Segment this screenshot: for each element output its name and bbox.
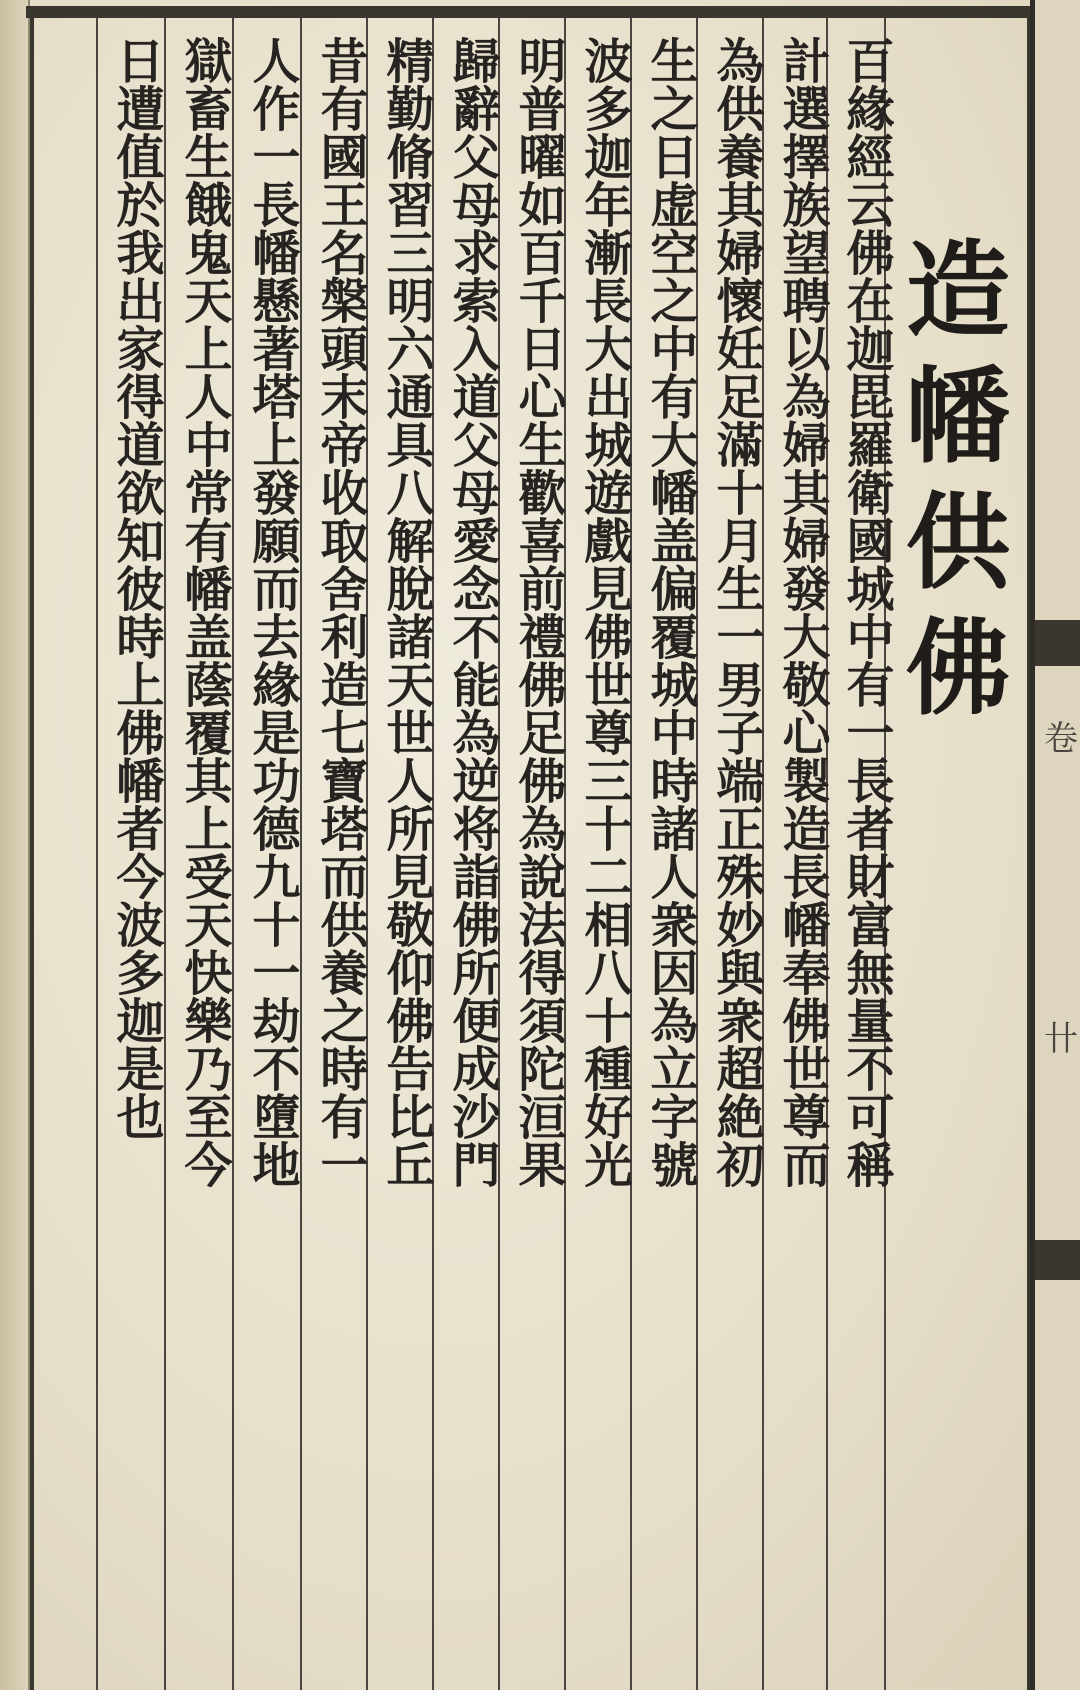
text-column: 精勤脩習三明六通具八解脫諸天世人所見敬仰佛告比丘 bbox=[378, 36, 434, 1188]
fishtail-mark-lower bbox=[1035, 1240, 1080, 1280]
text-column: 為供養其婦懷妊足滿十月生一男子端正殊妙與衆超絶初 bbox=[708, 36, 764, 1188]
column-rule bbox=[232, 18, 234, 1690]
fishtail-mark-upper bbox=[1035, 620, 1080, 666]
frame-left-line bbox=[30, 16, 34, 1690]
column-rule bbox=[96, 18, 98, 1690]
text-column: 生之日虚空之中有大幡盖偏覆城中時諸人衆因為立字號 bbox=[642, 36, 698, 1188]
text-column: 百緣經云佛在迦毘羅衛國城中有一長者財富無量不可稱 bbox=[838, 36, 894, 1188]
banxin-label-upper: 卷 bbox=[1044, 719, 1078, 759]
text-column: 計選擇族望聘以為婦其婦發大敬心製造長幡奉佛世尊而 bbox=[774, 36, 830, 1188]
top-border-rule bbox=[26, 6, 1036, 18]
chapter-title: 造幡供佛 bbox=[888, 235, 1011, 739]
text-column: 日遭值於我出家得道欲知彼時上佛幡者今波多迦是也 bbox=[108, 36, 164, 1140]
center-fold-banxin bbox=[1030, 0, 1080, 1690]
text-column: 獄畜生餓鬼天上人中常有幡盖蔭覆其上受天快樂乃至今 bbox=[176, 36, 232, 1188]
banxin-label-lower: 卄 bbox=[1044, 1019, 1078, 1059]
text-column: 歸辭父母求索入道父母愛念不能為逆将詣佛所便成沙門 bbox=[444, 36, 500, 1188]
column-rule bbox=[300, 18, 302, 1690]
text-column: 昔有國王名槃頭末帝收取舍利造七寶塔而供養之時有一 bbox=[312, 36, 368, 1188]
text-column: 明普曜如百千日心生歡喜前禮佛足佛為說法得須陀洹果 bbox=[510, 36, 566, 1188]
column-rule bbox=[164, 18, 166, 1690]
binding-margin bbox=[0, 0, 30, 1690]
text-column: 波多迦年漸長大出城遊戲見佛世尊三十二相八十種好光 bbox=[576, 36, 632, 1188]
text-column: 人作一長幡懸著塔上發願而去緣是功德九十一劫不墮地 bbox=[244, 36, 300, 1188]
